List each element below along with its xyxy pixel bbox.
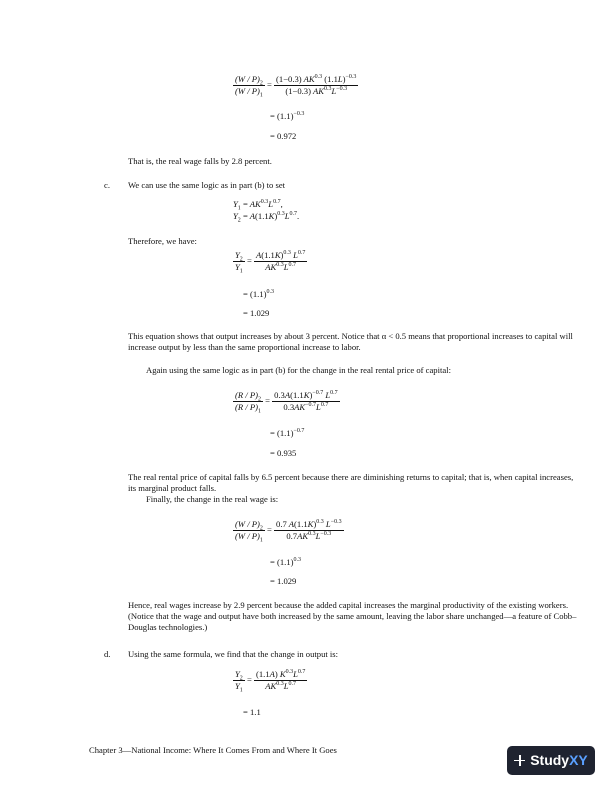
equation-y1: $Y_1 = AK^{0.3}L^{0.7}$,	[233, 199, 283, 212]
eq-step: = 0.972	[270, 131, 297, 141]
eq-step: = 0.935	[270, 448, 297, 458]
eq-step: = $(1.1)^{-0.3}$	[270, 111, 305, 121]
equation-output-change-c: $\frac{Y_2}{Y_1}$ = $\frac{A(1.1K)^{0.3} L^{0.7}}{AK^{0.3}L^{0.7}}$	[235, 250, 306, 275]
eq-step: = 1.029	[243, 308, 270, 318]
part-d-intro: Using the same formula, we find that the change in output is:	[128, 649, 339, 659]
para-rental-intro: Again using the same logic as in part (b) for the change in the real rental price of capital:	[146, 365, 451, 375]
list-label-d: d.	[104, 649, 111, 659]
para-rental: The real rental price of capital falls by 6.5 percent because there are diminishing returns to capital; that is, when capital increases, its marginal product falls.	[128, 472, 574, 493]
eq-step: = $(1.1)^{0.3}$	[270, 557, 301, 567]
logo-text: StudyXY	[530, 751, 588, 768]
equation-y2: $Y_2 = A(1.1K)^{0.3}L^{0.7}$.	[233, 211, 300, 224]
text-therefore: Therefore, we have:	[128, 236, 197, 246]
eq-rhs-numerator: (1−0.3) $AK^{0.3}$ $(1.1L)^{-0.3}$	[276, 74, 357, 84]
equation-real-wage-b: $\frac{(W / P)_2}{(W / P)_1}$ = $\frac{(1-0.3) AK^{0.3} (1.1L)^{-0.3}}{(1-0.3) AK^{0.3}L^{-0.3}}$	[235, 74, 357, 99]
para-wage: Hence, real wages increase by 2.9 percent because the added capital increases the marginal productivity of the existing workers. (Notice that the wage and output have both increased by the same amount, leaving the labor share unchanged—a feature of Cobb–Douglas technologies.)	[128, 600, 577, 632]
eq-lhs-denominator: $(W / P)_1$	[235, 86, 263, 99]
eq-step: = $(1.1)^{0.3}$	[243, 289, 274, 299]
plus-icon	[514, 755, 525, 766]
eq-step: = 1.1	[243, 707, 261, 717]
list-label-c: c.	[104, 180, 110, 190]
para-wage-intro: Finally, the change in the real wage is:	[146, 494, 279, 504]
eq-step: = $(1.1)^{-0.7}$	[270, 428, 305, 438]
eq-lhs-numerator: $(W / P)_2$	[235, 74, 263, 87]
equation-rental-price: $\frac{(R / P)_2}{(R / P)_1}$ = $\frac{0.3A(1.1K)^{-0.7} L^{0.7}}{0.3AK^{-0.7}L^{0.7}}$	[235, 390, 338, 415]
text-wage-fall: That is, the real wage falls by 2.8 percent.	[128, 156, 272, 166]
studyxy-logo[interactable]	[507, 746, 595, 775]
eq-step: = 1.029	[270, 576, 297, 586]
eq-rhs-denominator: (1−0.3) $AK^{0.3}L^{-0.3}$	[285, 86, 348, 96]
equation-output-change-d: $\frac{Y_2}{Y_1}$ = $\frac{(1.1A) K^{0.3}L^{0.7}}{AK^{0.3}L^{0.7}}$	[235, 669, 306, 694]
page-footer: Chapter 3—National Income: Where It Comes From and Where It Goes	[89, 745, 337, 755]
equation-real-wage-c: $\frac{(W / P)_2}{(W / P)_1}$ = $\frac{0.7 A(1.1K)^{0.3} L^{-0.3}}{0.7AK^{0.3}L^{-0.3}}$	[235, 519, 342, 544]
para-output: This equation shows that output increases by about 3 percent. Notice that α < 0.5 means that proportional increases to capital will increase output by less than the same proportional increase to labor.	[128, 331, 573, 352]
part-c-intro: We can use the same logic as in part (b) to set	[128, 180, 286, 190]
